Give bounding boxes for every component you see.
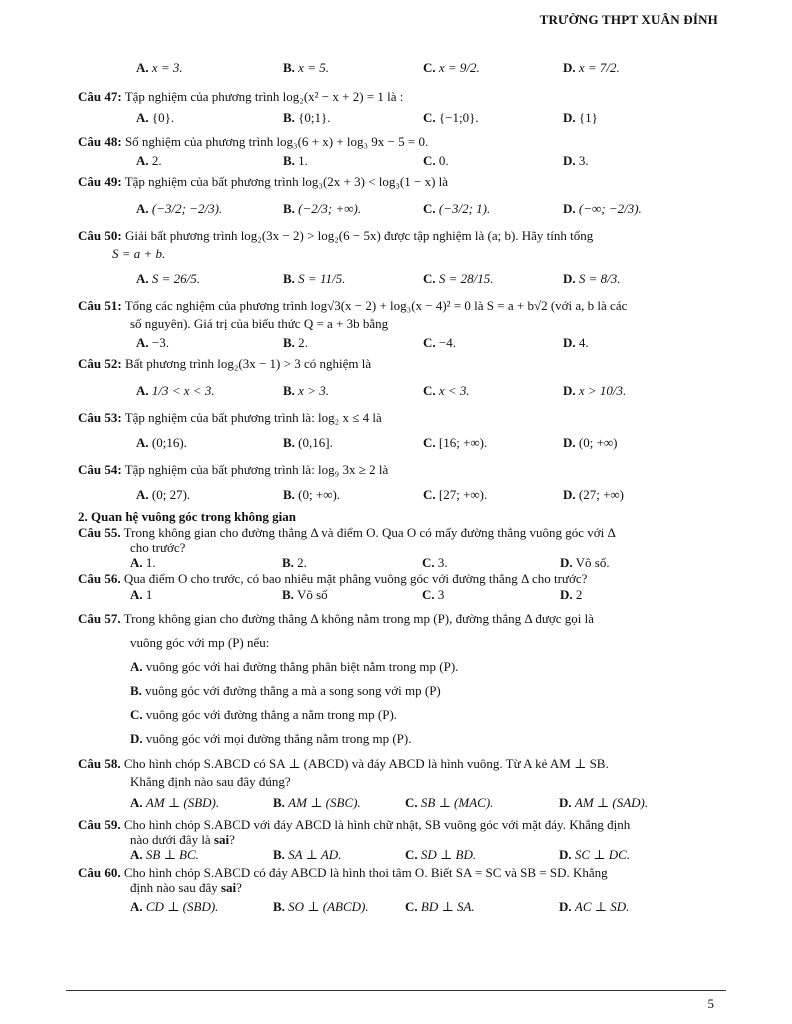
answer-options — [130, 897, 718, 917]
answer-options — [130, 587, 718, 603]
question-52: Câu 52: Bất phương trình log₂(3x − 1) > 3 có nghiệm là — [78, 356, 372, 371]
option-c: C. SD ⊥ BD. — [405, 847, 477, 862]
option-d: D. SC ⊥ DC. — [559, 847, 631, 862]
option-b: B. 1. — [283, 153, 308, 168]
option-d: D. 4. — [563, 335, 589, 350]
section-heading: 2. Quan hệ vuông góc trong không gian — [78, 509, 296, 524]
question-58-continued: Khẳng định nào sau đây đúng? — [130, 774, 291, 789]
option-c: C. x = 9/2. — [423, 60, 480, 75]
question-59: Câu 59. Cho hình chóp S.ABCD với đáy ABCD là hình chữ nhật, SB vuông góc với mặt đáy. Khẳng định — [78, 817, 631, 832]
statement-d: D. vuông góc với mọi đường thẳng nằm trong mp (P). — [130, 731, 412, 746]
answer-options — [136, 151, 718, 171]
option-a: A. 2. — [136, 153, 162, 168]
option-b: B. 2. — [283, 335, 308, 350]
option-a: A. x = 3. — [136, 60, 183, 75]
question-60-continued: định nào sau đây sai? — [130, 880, 242, 895]
question-51: Câu 51: Tổng các nghiệm của phương trình log√3(x − 2) + log₃(x − 4)² = 0 là S = a + b√2 (với a, b là các — [78, 298, 628, 313]
footer-divider — [66, 990, 726, 991]
option-a: A. (0;16). — [136, 435, 187, 450]
question-56: Câu 56. Qua điểm O cho trước, có bao nhiêu mặt phẳng vuông góc với đường thẳng Δ cho trước? — [78, 571, 588, 586]
answer-options — [130, 555, 718, 571]
option-c: C. [16; +∞). — [423, 435, 488, 450]
question-53: Câu 53: Tập nghiệm của bất phương trình là: log₂ x ≤ 4 là — [78, 410, 382, 425]
option-a: A. SB ⊥ BC. — [130, 847, 199, 862]
option-c: C. x < 3. — [423, 383, 470, 398]
question-47: Câu 47: Tập nghiệm của phương trình log₂(x² − x + 2) = 1 là : — [78, 89, 404, 104]
option-d: D. 2 — [560, 587, 583, 602]
question-50: Câu 50: Giải bất phương trình log₂(3x − 2) > log₂(6 − 5x) được tập nghiệm là (a; b). Hãy tính tổng — [78, 228, 594, 243]
option-b: B. SA ⊥ AD. — [273, 847, 342, 862]
option-b: B. 2. — [282, 555, 307, 570]
option-d: D. (27; +∞) — [563, 487, 625, 502]
question-51-continued: số nguyên). Giá trị của biểu thức Q = a + 3b bằng — [130, 316, 389, 331]
option-c: C. 3 — [422, 587, 445, 602]
answer-options — [136, 108, 718, 128]
school-header: TRƯỜNG THPT XUÂN ĐỈNH — [539, 12, 718, 27]
question-60: Câu 60. Cho hình chóp S.ABCD có đáy ABCD là hình thoi tâm O. Biết SA = SC và SB = SD. Khẳng — [78, 865, 608, 880]
option-d: D. AC ⊥ SD. — [559, 899, 630, 914]
question-54: Câu 54: Tập nghiệm của bất phương trình là: log₉ 3x ≥ 2 là — [78, 462, 389, 477]
option-d: D. (−∞; −2/3). — [563, 201, 642, 216]
option-a: A. 1 — [130, 587, 153, 602]
option-a: A. 1. — [130, 555, 156, 570]
answer-options — [136, 199, 718, 219]
option-c: C. −4. — [423, 335, 456, 350]
option-b: B. x = 5. — [283, 60, 329, 75]
option-d: D. {1} — [563, 110, 598, 125]
option-c: C. (−3/2; 1). — [423, 201, 491, 216]
answer-options — [136, 433, 718, 453]
option-b: B. SO ⊥ (ABCD). — [273, 899, 369, 914]
option-a: A. S = 26/5. — [136, 271, 201, 286]
option-b: B. x > 3. — [283, 383, 329, 398]
question-49: Câu 49: Tập nghiệm của bất phương trình log₃(2x + 3) < log₃(1 − x) là — [78, 174, 449, 189]
question-59-continued: nào dưới đây là sai? — [130, 832, 235, 847]
option-a: A. (0; 27). — [136, 487, 191, 502]
option-c: C. BD ⊥ SA. — [405, 899, 475, 914]
option-b: B. S = 11/5. — [283, 271, 346, 286]
question-57: Câu 57. Trong không gian cho đường thẳng Δ không nằm trong mp (P), đường thẳng Δ được gọi là — [78, 611, 595, 626]
document-body — [78, 54, 718, 917]
question-55: Câu 55. Trong không gian cho đường thẳng Δ và điểm O. Qua O có mấy đường thẳng vuông góc với Δ — [78, 525, 616, 540]
option-b: B. (0; +∞). — [283, 487, 341, 502]
answer-options — [130, 847, 718, 863]
question-55-continued: cho trước? — [130, 540, 186, 555]
option-a: A. (−3/2; −2/3). — [136, 201, 223, 216]
option-c: C. 3. — [422, 555, 448, 570]
option-d: D. x = 7/2. — [563, 60, 620, 75]
statement-b: B. vuông góc với đường thẳng a mà a song song với mp (P) — [130, 683, 441, 698]
question-58: Câu 58. Cho hình chóp S.ABCD có SA ⊥ (ABCD) và đáy ABCD là hình vuông. Từ A kẻ AM ⊥ SB. — [78, 756, 609, 771]
option-a: A. {0}. — [136, 110, 175, 125]
option-b: B. (0,16]. — [283, 435, 333, 450]
question-50-continued: S = a + b. — [112, 246, 166, 261]
option-a: A. CD ⊥ (SBD). — [130, 899, 219, 914]
option-c: C. [27; +∞). — [423, 487, 488, 502]
option-c: C. SB ⊥ (MAC). — [405, 795, 494, 810]
option-d: D. S = 8/3. — [563, 271, 621, 286]
question-57-continued: vuông góc với mp (P) nếu: — [130, 635, 270, 650]
answer-options — [136, 269, 718, 289]
option-d: D. AM ⊥ (SAD). — [559, 795, 649, 810]
option-d: D. 3. — [563, 153, 589, 168]
option-c: C. S = 28/15. — [423, 271, 494, 286]
option-a: A. −3. — [136, 335, 169, 350]
page-number: 5 — [707, 996, 714, 1011]
option-b: B. {0;1}. — [283, 110, 331, 125]
option-c: C. {−1;0}. — [423, 110, 479, 125]
option-b: B. Vô số — [282, 587, 328, 602]
answer-options — [136, 381, 718, 401]
answer-options — [136, 58, 718, 78]
answer-options — [136, 333, 718, 353]
answer-options — [136, 485, 718, 505]
answer-options — [130, 793, 718, 813]
statement-a: A. vuông góc với hai đường thẳng phân biệt nằm trong mp (P). — [130, 659, 459, 674]
option-c: C. 0. — [423, 153, 449, 168]
option-d: D. (0; +∞) — [563, 435, 618, 450]
option-d: D. Vô số. — [560, 555, 610, 570]
option-b: B. (−2/3; +∞). — [283, 201, 362, 216]
option-a: A. AM ⊥ (SBD). — [130, 795, 220, 810]
option-b: B. AM ⊥ (SBC). — [273, 795, 361, 810]
option-a: A. 1/3 < x < 3. — [136, 383, 215, 398]
statement-c: C. vuông góc với đường thẳng a nằm trong mp (P). — [130, 707, 398, 722]
option-d: D. x > 10/3. — [563, 383, 627, 398]
question-48: Câu 48: Số nghiệm của phương trình log₃(6 + x) + log₃ 9x − 5 = 0. — [78, 134, 429, 149]
